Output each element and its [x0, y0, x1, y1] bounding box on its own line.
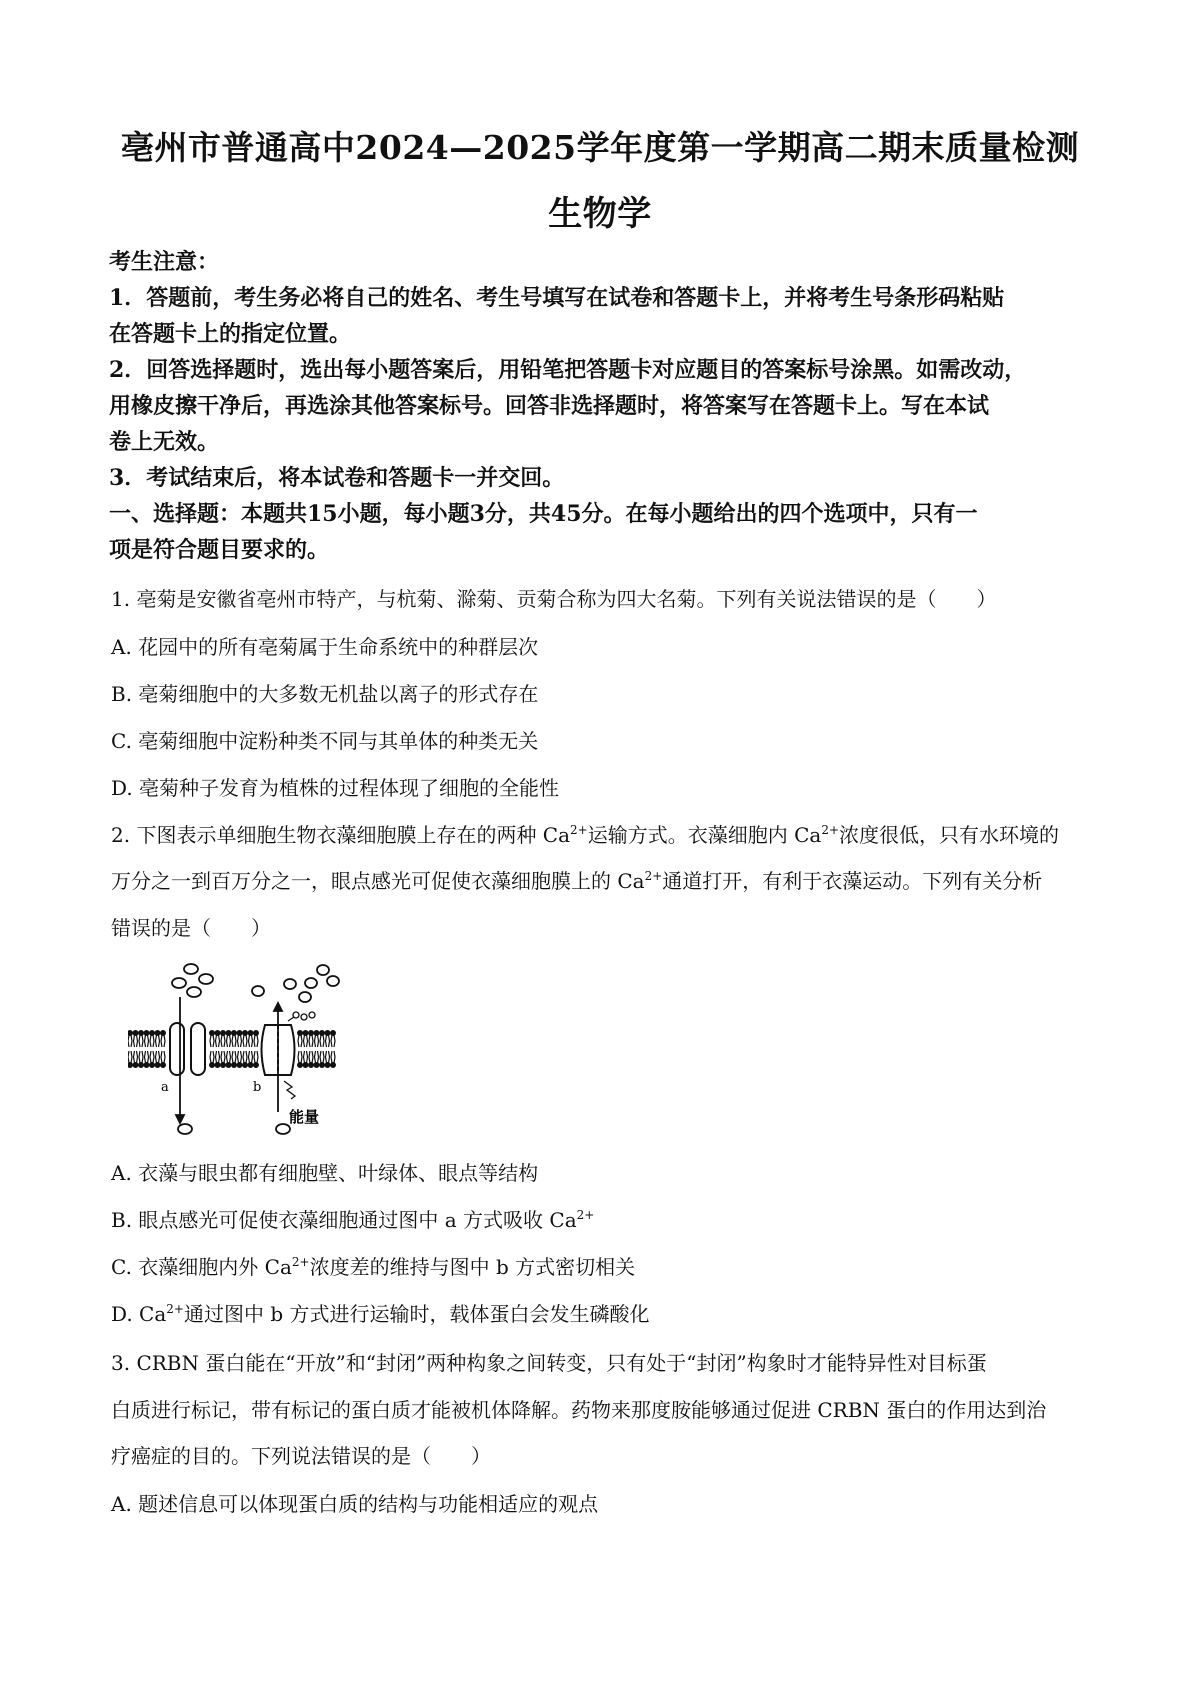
- question-1-option-d: D. 亳菊种子发育为植株的过程体现了细胞的全能性: [111, 776, 560, 800]
- question-2-stem-line-1: 2. 下图表示单细胞生物衣藻细胞膜上存在的两种 $Ca^{2+}$运输方式。衣藻细胞内 $Ca^{2+}$浓度很低，只有水环境的: [111, 823, 1060, 847]
- label-b: b: [253, 1080, 262, 1095]
- question-1-stem: 1. 亳菊是安徽省亳州市特产，与杭菊、滁菊、贡菊合称为四大名菊。下列有关说法错误的是（ ）: [111, 587, 997, 611]
- question-1-option-a: A. 花园中的所有亳菊属于生命系统中的种群层次: [111, 635, 539, 659]
- question-2-stem-line-3: 错误的是（ ）: [111, 916, 271, 940]
- question-2-option-a: A. 衣藻与眼虫都有细胞壁、叶绿体、眼点等结构: [111, 1161, 539, 1185]
- notice-item-2-line-3: 卷上无效。: [109, 429, 220, 455]
- question-1-option-b: B. 亳菊细胞中的大多数无机盐以离子的形式存在: [111, 682, 539, 706]
- notice-item-1-line-1: 1．答题前，考生务必将自己的姓名、考生号填写在试卷和答题卡上，并将考生号条形码粘贴: [109, 285, 1005, 311]
- lipid-bilayer: [128, 1031, 335, 1068]
- question-3-stem-line-2: 白质进行标记，带有标记的蛋白质才能被机体降解。药物来那度胺能够通过促进 CRBN 蛋白的作用达到治: [111, 1398, 1047, 1422]
- question-1-option-c: C. 亳菊细胞中淀粉种类不同与其单体的种类无关: [111, 729, 539, 753]
- question-2-stem-line-2: 万分之一到百万分之一，眼点感光可促使衣藻细胞膜上的 $Ca^{2+}$通道打开，有利于衣藻运动。下列有关分析: [111, 869, 1043, 893]
- question-3-stem-line-1: 3. CRBN 蛋白能在“开放”和“封闭”两种构象之间转变，只有处于“封闭”构象时才能特异性对目标蛋: [111, 1351, 987, 1375]
- label-energy: 能量: [289, 1108, 320, 1126]
- notice-item-2-line-2: 用橡皮擦干净后，再选涂其他答案标号。回答非选择题时，将答案写在答题卡上。写在本试: [109, 393, 990, 419]
- exam-subject: 生物学: [548, 194, 652, 234]
- label-a: a: [161, 1080, 169, 1095]
- notice-item-1-line-2: 在答题卡上的指定位置。: [109, 321, 352, 347]
- notice-item-3: 3．考试结束后，将本试卷和答题卡一并交回。: [109, 465, 565, 491]
- section-heading-line-2: 项是符合题目要求的。: [109, 537, 330, 563]
- question-2-option-b: B. 眼点感光可促使衣藻细胞通过图中 a 方式吸收 $Ca^{2+}$: [111, 1208, 595, 1232]
- notice-item-2-line-1: 2．回答选择题时，选出每小题答案后，用铅笔把答题卡对应题目的答案标号涂黑。如需改动，: [109, 357, 1027, 383]
- channel-protein: [170, 1023, 205, 1075]
- exam-title: 亳州市普通高中2024—2025学年度第一学期高二期末质量检测: [120, 128, 1080, 167]
- question-2-option-c: C. 衣藻细胞内外 $Ca^{2+}$浓度差的维持与图中 b 方式密切相关: [111, 1255, 636, 1279]
- question-3-option-a: A. 题述信息可以体现蛋白质的结构与功能相适应的观点: [111, 1492, 599, 1516]
- notice-heading: 考生注意：: [109, 249, 220, 275]
- question-2-option-d: D. $Ca^{2+}$通过图中 b 方式进行运输时，载体蛋白会发生磷酸化: [111, 1302, 650, 1326]
- question-3-stem-line-3: 疗癌症的目的。下列说法错误的是（ ）: [111, 1444, 491, 1468]
- calcium-transport-figure: [128, 957, 358, 1137]
- section-heading-line-1: 一、选择题：本题共15小题，每小题3分，共45分。在每小题给出的四个选项中，只有一: [109, 501, 978, 527]
